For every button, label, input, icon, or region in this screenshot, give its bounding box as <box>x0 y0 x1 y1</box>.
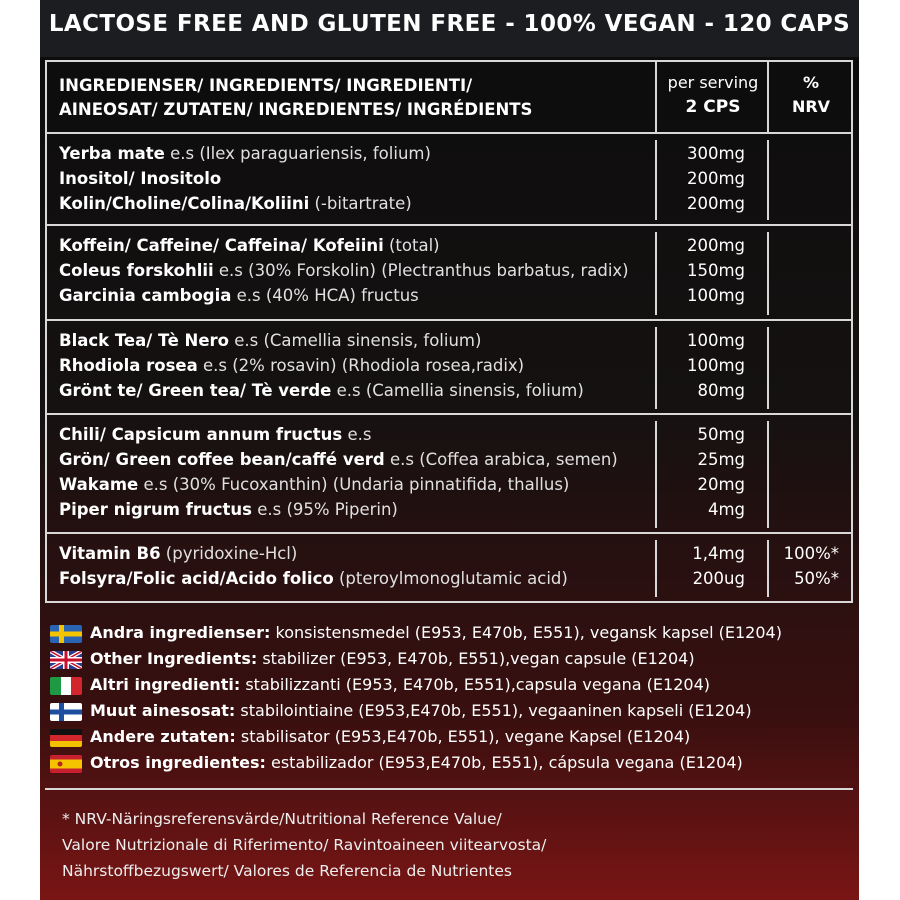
ingredient-title: Wakame <box>59 475 139 494</box>
amount-per-serving: 4mg <box>707 500 745 519</box>
spain-flag-icon <box>50 755 82 773</box>
amount-per-serving: 200mg <box>686 169 745 188</box>
footnote <box>62 806 546 884</box>
other-ingredients-row <box>50 751 850 777</box>
ingredient-detail: e.s (2% rosavin) (Rhodiola rosea,radix) <box>197 356 525 375</box>
table-row <box>47 192 851 217</box>
ingredient-title: Black Tea/ Tè Nero <box>59 331 229 350</box>
serving-heading-line2: 2 CPS <box>685 97 741 117</box>
ingredient-title: Inositol/ Inositolo <box>59 169 222 188</box>
table-row <box>47 167 851 192</box>
ingredient-name <box>59 194 412 213</box>
ingredients-heading-line2: AINEOSAT/ ZUTATEN/ INGREDIENTES/ INGRÉDIENTS <box>59 100 533 119</box>
amount-per-serving: 200mg <box>686 194 745 213</box>
header-divider <box>767 62 769 132</box>
ingredient-detail: e.s (30% Forskolin) (Plectranthus barbatus, radix) <box>213 261 629 280</box>
other-ingredients-detail: stabilointiaine (E953,E470b, E551), vegaaninen kapseli (E1204) <box>235 701 752 720</box>
other-ingredients-label: Muut ainesosat: <box>90 701 236 720</box>
ingredient-group <box>47 134 851 226</box>
ingredient-detail: e.s <box>342 425 372 444</box>
other-ingredients-text <box>90 675 710 694</box>
ingredient-title: Garcinia cambogia <box>59 286 232 305</box>
table-row <box>47 284 851 309</box>
other-ingredients-label: Otros ingredientes: <box>90 753 266 772</box>
column-divider <box>767 327 769 409</box>
table-row <box>47 542 851 567</box>
header-divider <box>655 62 657 132</box>
ingredient-detail: (-bitartrate) <box>309 194 412 213</box>
finland-flag-icon <box>50 703 82 721</box>
table-row <box>47 379 851 404</box>
footnote-line3: Nährstoffbezugswert/ Valores de Referencia de Nutrientes <box>62 862 512 880</box>
ingredient-name <box>59 569 568 588</box>
table-row <box>47 567 851 592</box>
ingredient-name <box>59 450 618 469</box>
nrv-heading-line1: % <box>802 73 820 92</box>
amount-per-serving: 150mg <box>686 261 745 280</box>
column-divider <box>767 421 769 528</box>
ingredient-title: Koffein/ Caffeine/ Caffeina/ Kofeiini <box>59 236 384 255</box>
amount-per-serving: 100mg <box>686 356 745 375</box>
other-ingredients-row <box>50 647 850 673</box>
table-row <box>47 448 851 473</box>
other-ingredients-label: Andere zutaten: <box>90 727 236 746</box>
ingredient-title: Yerba mate <box>59 144 165 163</box>
ingredient-name <box>59 144 431 163</box>
ingredient-group <box>47 226 851 321</box>
amount-per-serving: 100mg <box>686 331 745 350</box>
other-ingredients-row <box>50 621 850 647</box>
ingredient-name <box>59 356 524 375</box>
table-row <box>47 423 851 448</box>
other-ingredients-row <box>50 673 850 699</box>
title-bar <box>40 0 859 57</box>
amount-per-serving: 1,4mg <box>692 544 745 563</box>
table-row <box>47 498 851 523</box>
other-ingredients-text <box>90 649 695 668</box>
ingredient-name <box>59 544 297 563</box>
amount-per-serving: 20mg <box>697 475 745 494</box>
table-row <box>47 329 851 354</box>
table-row <box>47 473 851 498</box>
nrv-value: 100%* <box>783 544 839 563</box>
other-ingredients-label: Altri ingredienti: <box>90 675 241 694</box>
ingredient-name <box>59 331 481 350</box>
amount-per-serving: 200mg <box>686 236 745 255</box>
ingredient-group <box>47 415 851 534</box>
ingredient-detail: e.s (Coffea arabica, semen) <box>384 450 618 469</box>
ingredient-detail: e.s (30% Fucoxanthin) (Undaria pinnatifida, thallus) <box>138 475 570 494</box>
nrv-value: 50%* <box>794 569 839 588</box>
other-ingredients-detail: stabilizzanti (E953, E470b, E551),capsula vegana (E1204) <box>240 675 710 694</box>
ingredient-title: Kolin/Choline/Colina/Koliini <box>59 194 310 213</box>
column-divider <box>655 140 657 220</box>
ingredient-title: Coleus forskohlii <box>59 261 214 280</box>
ingredient-name <box>59 381 584 400</box>
sweden-flag-icon <box>50 625 82 643</box>
ingredient-name <box>59 500 398 519</box>
other-ingredients-detail: stabilisator (E953,E470b, E551), vegane Kapsel (E1204) <box>235 727 691 746</box>
ingredient-title: Grönt te/ Green tea/ Tè verde <box>59 381 332 400</box>
other-ingredients-detail: estabilizador (E953,E470b, E551), cápsula vegana (E1204) <box>265 753 743 772</box>
ingredient-detail: (pyridoxine-Hcl) <box>160 544 298 563</box>
serving-heading-line1: per serving <box>667 73 759 92</box>
column-divider <box>767 140 769 220</box>
ingredient-title: Grön/ Green coffee bean/caffé verd <box>59 450 385 469</box>
column-divider <box>655 232 657 315</box>
column-divider <box>767 232 769 315</box>
ingredient-name <box>59 425 371 444</box>
italy-flag-icon <box>50 677 82 695</box>
ingredient-name <box>59 261 629 280</box>
amount-per-serving: 100mg <box>686 286 745 305</box>
footnote-line1: * NRV-Näringsreferensvärde/Nutritional Reference Value/ <box>62 810 502 828</box>
other-ingredients-list <box>50 621 850 777</box>
amount-per-serving: 300mg <box>686 144 745 163</box>
nrv-heading-line2: NRV <box>791 97 831 116</box>
label-panel <box>40 0 859 900</box>
amount-per-serving: 50mg <box>697 425 745 444</box>
ingredient-title: Rhodiola rosea <box>59 356 198 375</box>
footnote-line2: Valore Nutrizionale di Riferimento/ Ravintoaineen viitearvosta/ <box>62 836 547 854</box>
other-ingredients-text <box>90 753 743 772</box>
column-divider <box>655 421 657 528</box>
other-ingredients-label: Other Ingredients: <box>90 649 258 668</box>
footnote-divider <box>45 788 853 790</box>
ingredient-detail: e.s (40% HCA) fructus <box>231 286 419 305</box>
column-divider <box>655 327 657 409</box>
ingredient-group <box>47 321 851 415</box>
ingredients-heading <box>59 74 532 122</box>
table-row <box>47 259 851 284</box>
column-divider <box>767 540 769 597</box>
nrv-heading <box>771 71 851 119</box>
ingredient-detail: (total) <box>383 236 440 255</box>
amount-per-serving: 25mg <box>697 450 745 469</box>
ingredient-title: Chili/ Capsicum annum fructus <box>59 425 343 444</box>
ingredient-detail: e.s (Camellia sinensis, folium) <box>331 381 584 400</box>
ingredient-name <box>59 475 569 494</box>
other-ingredients-text <box>90 727 690 746</box>
table-row <box>47 354 851 379</box>
ingredient-title: Piper nigrum fructus <box>59 500 252 519</box>
page-title: LACTOSE FREE AND GLUTEN FREE - 100% VEGAN - 120 CAPS <box>48 11 851 37</box>
ingredient-detail: e.s (Camellia sinensis, folium) <box>228 331 482 350</box>
ingredient-title: Folsyra/Folic acid/Acido folico <box>59 569 334 588</box>
other-ingredients-row <box>50 699 850 725</box>
serving-heading <box>657 71 769 119</box>
amount-per-serving: 80mg <box>697 381 745 400</box>
table-header <box>47 62 851 134</box>
ingredient-detail: (pteroylmonoglutamic acid) <box>333 569 568 588</box>
ingredient-name <box>59 286 419 305</box>
ingredient-name <box>59 236 440 255</box>
uk-flag-icon <box>50 651 82 669</box>
ingredient-title: Vitamin B6 <box>59 544 161 563</box>
ingredient-detail: e.s (95% Piperin) <box>251 500 398 519</box>
table-row <box>47 142 851 167</box>
ingredient-name <box>59 169 221 188</box>
ingredients-table <box>45 60 853 603</box>
table-row <box>47 234 851 259</box>
ingredient-detail: e.s (Ilex paraguariensis, folium) <box>164 144 431 163</box>
other-ingredients-text <box>90 701 752 720</box>
other-ingredients-detail: konsistensmedel (E953, E470b, E551), vegansk kapsel (E1204) <box>270 623 782 642</box>
column-divider <box>655 540 657 597</box>
other-ingredients-detail: stabilizer (E953, E470b, E551),vegan capsule (E1204) <box>257 649 695 668</box>
ingredient-group <box>47 534 851 603</box>
other-ingredients-text <box>90 623 782 642</box>
amount-per-serving: 200ug <box>692 569 745 588</box>
ingredients-heading-line1: INGREDIENSER/ INGREDIENTS/ INGREDIENTI/ <box>59 76 473 95</box>
germany-flag-icon <box>50 729 82 747</box>
other-ingredients-label: Andra ingredienser: <box>90 623 271 642</box>
other-ingredients-row <box>50 725 850 751</box>
